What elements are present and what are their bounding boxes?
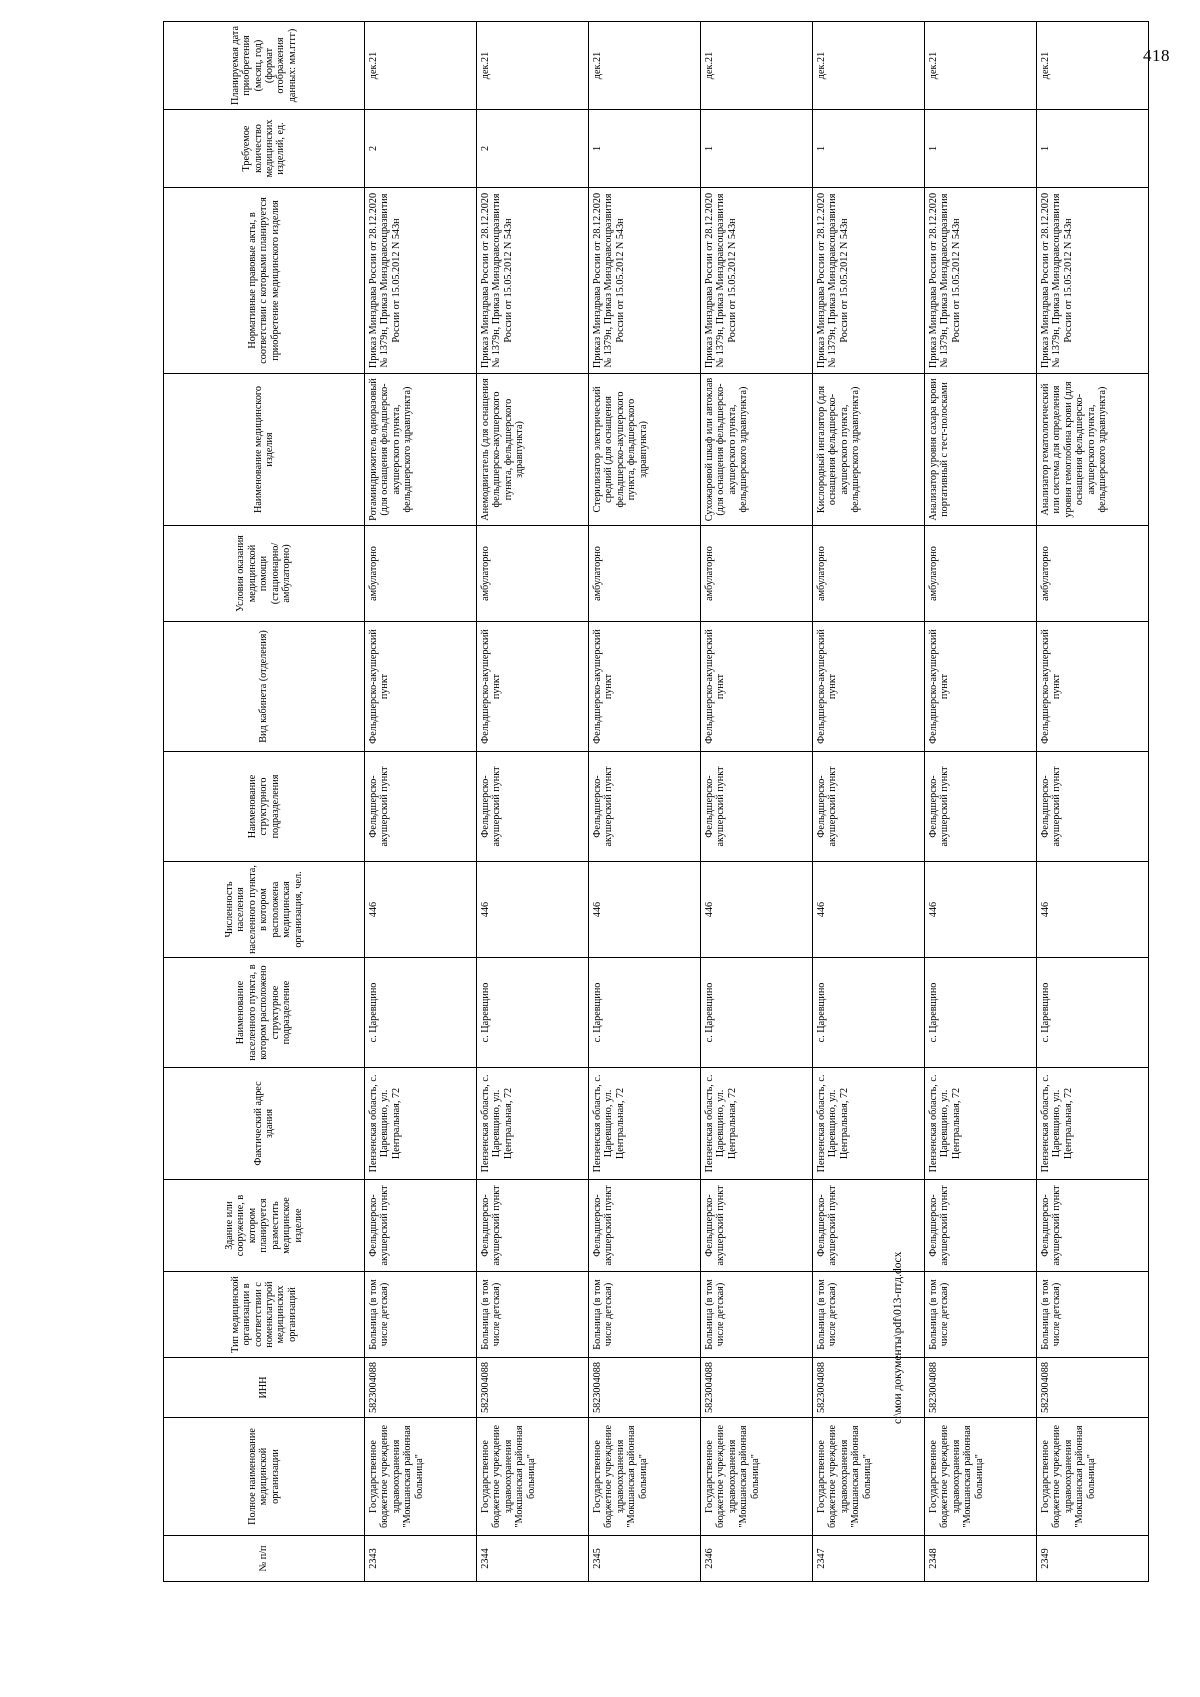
cell-settlement: с. Царевщино bbox=[589, 958, 701, 1068]
cell-device-name: Анализатор гематологический или система для определения уровня гемоглобина крови (для оснащения фельдшерско-акушерского пункта, фельдшерского здравпункта) bbox=[1037, 374, 1149, 526]
cell-organization: Государственное бюджетное учреждение здравоохранения "Мокшанская районная больница" bbox=[365, 1418, 477, 1536]
cell-org-type: Больница (в том числе детская) bbox=[925, 1272, 1037, 1358]
cell-address: Пензенская область, с. Царевщино, ул. Центральная, 72 bbox=[1037, 1068, 1149, 1180]
cell-cabinet: Фельдшерско-акушерский пункт bbox=[365, 622, 477, 752]
cell-inn: 5823004088 bbox=[477, 1358, 589, 1418]
cell-subdivision: Фельдшерско-акушерский пункт bbox=[1037, 752, 1149, 862]
cell-subdivision: Фельдшерско-акушерский пункт bbox=[701, 752, 813, 862]
table-body bbox=[365, 22, 1149, 1582]
cell-quantity: 1 bbox=[701, 110, 813, 188]
cell-building: Фельдшерско-акушерский пункт bbox=[1037, 1180, 1149, 1272]
table-header-row bbox=[164, 22, 365, 1582]
cell-address: Пензенская область, с. Царевщино, ул. Центральная, 72 bbox=[365, 1068, 477, 1180]
table-row bbox=[925, 22, 1037, 1582]
cell-cabinet: Фельдшерско-акушерский пункт bbox=[1037, 622, 1149, 752]
cell-quantity: 1 bbox=[925, 110, 1037, 188]
cell-number: 2346 bbox=[701, 1536, 813, 1582]
col-header-population: Численность населения населенного пункта, в котором расположена медицинская организация, чел. bbox=[164, 862, 365, 958]
page-number: 418 bbox=[1143, 46, 1170, 65]
cell-settlement: с. Царевщино bbox=[813, 958, 925, 1068]
cell-building: Фельдшерско-акушерский пункт bbox=[701, 1180, 813, 1272]
cell-number: 2348 bbox=[925, 1536, 1037, 1582]
cell-population: 446 bbox=[365, 862, 477, 958]
medical-devices-table bbox=[163, 21, 1149, 1582]
col-header-device-name: Наименование медицинского изделия bbox=[164, 374, 365, 526]
cell-conditions: амбулаторно bbox=[813, 526, 925, 622]
cell-subdivision: Фельдшерско-акушерский пункт bbox=[813, 752, 925, 862]
cell-number: 2343 bbox=[365, 1536, 477, 1582]
cell-settlement: с. Царевщино bbox=[1037, 958, 1149, 1068]
cell-device-name: Анализатор уровня сахара крови портативный с тест-полосками bbox=[925, 374, 1037, 526]
cell-purchase-date: дек.21 bbox=[813, 22, 925, 110]
cell-cabinet: Фельдшерско-акушерский пункт bbox=[701, 622, 813, 752]
col-header-purchase-date: Планируемая дата приобретения (месяц, год) (формат отображения данных: мм.гггг) bbox=[164, 22, 365, 110]
cell-subdivision: Фельдшерско-акушерский пункт bbox=[925, 752, 1037, 862]
cell-purchase-date: дек.21 bbox=[589, 22, 701, 110]
cell-organization: Государственное бюджетное учреждение здравоохранения "Мокшанская районная больница" bbox=[589, 1418, 701, 1536]
cell-number: 2344 bbox=[477, 1536, 589, 1582]
cell-settlement: с. Царевщино bbox=[925, 958, 1037, 1068]
cell-conditions: амбулаторно bbox=[1037, 526, 1149, 622]
cell-device-name: Кислородный ингалятор (для оснащения фельдшерско-акушерского пункта, фельдшерского здравпункта) bbox=[813, 374, 925, 526]
cell-inn: 5823004088 bbox=[813, 1358, 925, 1418]
cell-conditions: амбулаторно bbox=[477, 526, 589, 622]
col-header-address: Фактический адрес здания bbox=[164, 1068, 365, 1180]
cell-settlement: с. Царевщино bbox=[477, 958, 589, 1068]
cell-population: 446 bbox=[813, 862, 925, 958]
cell-conditions: амбулаторно bbox=[701, 526, 813, 622]
cell-inn: 5823004088 bbox=[589, 1358, 701, 1418]
col-header-inn: ИНН bbox=[164, 1358, 365, 1418]
cell-quantity: 2 bbox=[365, 110, 477, 188]
cell-address: Пензенская область, с. Царевщино, ул. Центральная, 72 bbox=[925, 1068, 1037, 1180]
col-header-normative-documents: Нормативные правовые акты, в соответствии с которыми планируется приобретение медицинского изделия bbox=[164, 188, 365, 374]
cell-org-type: Больница (в том числе детская) bbox=[589, 1272, 701, 1358]
cell-organization: Государственное бюджетное учреждение здравоохранения "Мокшанская районная больница" bbox=[477, 1418, 589, 1536]
cell-inn: 5823004088 bbox=[1037, 1358, 1149, 1418]
table-row bbox=[813, 22, 925, 1582]
cell-organization: Государственное бюджетное учреждение здравоохранения "Мокшанская районная больница" bbox=[1037, 1418, 1149, 1536]
cell-org-type: Больница (в том числе детская) bbox=[477, 1272, 589, 1358]
cell-subdivision: Фельдшерско-акушерский пункт bbox=[589, 752, 701, 862]
cell-org-type: Больница (в том числе детская) bbox=[365, 1272, 477, 1358]
col-header-quantity: Требуемое количество медицинских изделий, ед. bbox=[164, 110, 365, 188]
cell-building: Фельдшерско-акушерский пункт bbox=[477, 1180, 589, 1272]
cell-population: 446 bbox=[589, 862, 701, 958]
cell-address: Пензенская область, с. Царевщино, ул. Центральная, 72 bbox=[701, 1068, 813, 1180]
cell-population: 446 bbox=[477, 862, 589, 958]
cell-population: 446 bbox=[925, 862, 1037, 958]
cell-subdivision: Фельдшерско-акушерский пункт bbox=[365, 752, 477, 862]
cell-cabinet: Фельдшерско-акушерский пункт bbox=[477, 622, 589, 752]
col-header-org-type: Тип медицинской организации в соответствии с номенклатурой медицинских организаций bbox=[164, 1272, 365, 1358]
col-header-cabinet: Вид кабинета (отделения) bbox=[164, 622, 365, 752]
cell-settlement: с. Царевщино bbox=[701, 958, 813, 1068]
cell-normative-documents: Приказ Минздрава России от 28.12.2020 № 1379н, Приказ Минздравсоцразвития России от 15.05.2012 N 543н bbox=[477, 188, 589, 374]
col-header-settlement: Наименование населенного пункта, в котором расположено структурное подразделение bbox=[164, 958, 365, 1068]
cell-building: Фельдшерско-акушерский пункт bbox=[365, 1180, 477, 1272]
cell-conditions: амбулаторно bbox=[925, 526, 1037, 622]
cell-purchase-date: дек.21 bbox=[477, 22, 589, 110]
cell-cabinet: Фельдшерско-акушерский пункт bbox=[589, 622, 701, 752]
cell-purchase-date: дек.21 bbox=[365, 22, 477, 110]
cell-purchase-date: дек.21 bbox=[925, 22, 1037, 110]
cell-address: Пензенская область, с. Царевщино, ул. Центральная, 72 bbox=[589, 1068, 701, 1180]
cell-purchase-date: дек.21 bbox=[701, 22, 813, 110]
table-row bbox=[365, 22, 477, 1582]
cell-org-type: Больница (в том числе детская) bbox=[701, 1272, 813, 1358]
cell-address: Пензенская область, с. Царевщино, ул. Центральная, 72 bbox=[477, 1068, 589, 1180]
cell-address: Пензенская область, с. Царевщино, ул. Центральная, 72 bbox=[813, 1068, 925, 1180]
cell-purchase-date: дек.21 bbox=[1037, 22, 1149, 110]
cell-organization: Государственное бюджетное учреждение здравоохранения "Мокшанская районная больница" bbox=[701, 1418, 813, 1536]
cell-building: Фельдшерско-акушерский пункт bbox=[813, 1180, 925, 1272]
cell-normative-documents: Приказ Минздрава России от 28.12.2020 № 1379н, Приказ Минздравсоцразвития России от 15.05.2012 N 543н bbox=[701, 188, 813, 374]
table-row bbox=[477, 22, 589, 1582]
cell-inn: 5823004088 bbox=[365, 1358, 477, 1418]
cell-settlement: с. Царевщино bbox=[365, 958, 477, 1068]
cell-population: 446 bbox=[701, 862, 813, 958]
col-header-number: № п/п bbox=[164, 1536, 365, 1582]
cell-org-type: Больница (в том числе детская) bbox=[813, 1272, 925, 1358]
table-header bbox=[164, 22, 365, 1582]
cell-building: Фельдшерско-акушерский пункт bbox=[925, 1180, 1037, 1272]
cell-normative-documents: Приказ Минздрава России от 28.12.2020 № 1379н, Приказ Минздравсоцразвития России от 15.05.2012 N 543н bbox=[925, 188, 1037, 374]
cell-organization: Государственное бюджетное учреждение здравоохранения "Мокшанская районная больница" bbox=[813, 1418, 925, 1536]
table-row bbox=[1037, 22, 1149, 1582]
cell-normative-documents: Приказ Минздрава России от 28.12.2020 № 1379н, Приказ Минздравсоцразвития России от 15.05.2012 N 543н bbox=[1037, 188, 1149, 374]
cell-conditions: амбулаторно bbox=[589, 526, 701, 622]
cell-inn: 5823004088 bbox=[925, 1358, 1037, 1418]
cell-quantity: 2 bbox=[477, 110, 589, 188]
cell-number: 2345 bbox=[589, 1536, 701, 1582]
cell-quantity: 1 bbox=[813, 110, 925, 188]
cell-conditions: амбулаторно bbox=[365, 526, 477, 622]
cell-device-name: Стерилизатор электрический средний (для оснащения фельдшерско-акушерского пункта, фельдшерского здравпункта) bbox=[589, 374, 701, 526]
cell-device-name: Ротаминдрижитель одноразовый (для оснащения фельдшерско-акушерского пункта, фельдшерского здравпункта) bbox=[365, 374, 477, 526]
cell-subdivision: Фельдшерско-акушерский пункт bbox=[477, 752, 589, 862]
table-row bbox=[589, 22, 701, 1582]
cell-cabinet: Фельдшерско-акушерский пункт bbox=[925, 622, 1037, 752]
cell-device-name: Сухожаровой шкаф или автоклав (для оснащения фельдшерско-акушерского пункта, фельдшерского здравпункта) bbox=[701, 374, 813, 526]
cell-normative-documents: Приказ Минздрава России от 28.12.2020 № 1379н, Приказ Минздравсоцразвития России от 15.05.2012 N 543н bbox=[365, 188, 477, 374]
cell-org-type: Больница (в том числе детская) bbox=[1037, 1272, 1149, 1358]
col-header-subdivision: Наименование структурного подразделения bbox=[164, 752, 365, 862]
cell-inn: 5823004088 bbox=[701, 1358, 813, 1418]
col-header-building: Здание или сооружение, в котором планируется разместить медицинское изделие bbox=[164, 1180, 365, 1272]
cell-building: Фельдшерско-акушерский пункт bbox=[589, 1180, 701, 1272]
cell-quantity: 1 bbox=[589, 110, 701, 188]
cell-population: 446 bbox=[1037, 862, 1149, 958]
cell-normative-documents: Приказ Минздрава России от 28.12.2020 № 1379н, Приказ Минздравсоцразвития России от 15.05.2012 N 543н bbox=[589, 188, 701, 374]
col-header-organization: Полное наименование медицинской организации bbox=[164, 1418, 365, 1536]
cell-device-name: Анемодвигатель (для оснащения фельдшерско-акушерского пункта, фельдшерского здравпункта) bbox=[477, 374, 589, 526]
cell-number: 2349 bbox=[1037, 1536, 1149, 1582]
cell-quantity: 1 bbox=[1037, 110, 1149, 188]
cell-normative-documents: Приказ Минздрава России от 28.12.2020 № 1379н, Приказ Минздравсоцразвития России от 15.05.2012 N 543н bbox=[813, 188, 925, 374]
cell-number: 2347 bbox=[813, 1536, 925, 1582]
col-header-conditions: Условия оказания медицинской помощи (стационарно/амбулаторно) bbox=[164, 526, 365, 622]
cell-cabinet: Фельдшерско-акушерский пункт bbox=[813, 622, 925, 752]
cell-organization: Государственное бюджетное учреждение здравоохранения "Мокшанская районная больница" bbox=[925, 1418, 1037, 1536]
table-row bbox=[701, 22, 813, 1582]
rotated-table-container bbox=[163, 22, 1109, 1582]
document-footer-path: c:\мои документы\pdf\013-птд.docx bbox=[892, 1251, 904, 1424]
